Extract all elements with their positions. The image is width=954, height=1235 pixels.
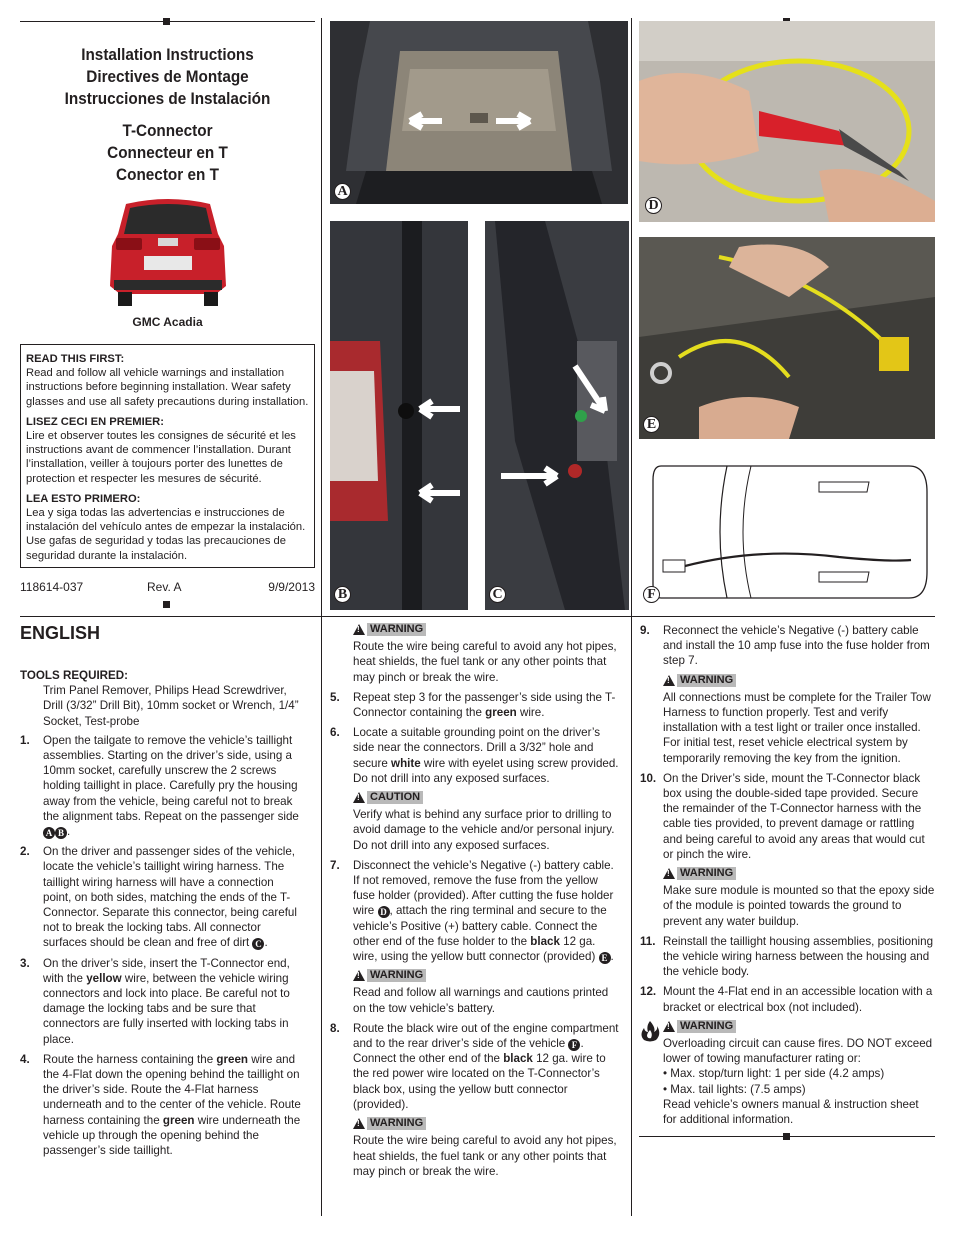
read-first-fr-heading: LISEZ CECI EN PREMIER:: [26, 415, 164, 428]
step-7-text-c: 12 ga. wire, using the yellow butt connector (provided): [353, 934, 596, 964]
step-6-wire-color: white: [391, 756, 421, 770]
warning-2: [330, 969, 622, 1016]
ref-d-icon: D: [378, 906, 390, 918]
step-8-text-b: . Connect the other end of the: [353, 1037, 584, 1066]
step-10-text: On the Driver’s side, mount the T-Connector black box using the double-sided tape provided. Secure the remainder of the T-Connector harness with the cable ties provided, to prevent damage or rattling and being careful to avoid any areas that would cut or pinch the wire.: [663, 771, 925, 861]
step-1-number: 1.: [20, 733, 30, 747]
step-2-number: 2.: [20, 845, 30, 859]
step-10: [640, 771, 935, 862]
mid-rule-marker: [163, 601, 170, 608]
step-11-number: 11.: [640, 934, 656, 948]
step-4-number: 4.: [20, 1052, 30, 1066]
step-4-wire-color-a: green: [216, 1052, 248, 1066]
warning-3-text: Route the wire being careful to avoid any hot pipes, heat shields, the fuel tank or any other points that may pinch or break the wire.: [353, 1134, 617, 1178]
step-4-text-c: wire underneath the vehicle up through the opening behind the passenger’s side taillight.: [43, 1113, 301, 1158]
warning-6: [640, 1020, 935, 1127]
warning-6-text-d: Read vehicle’s owners manual & instruction sheet for additional information.: [663, 1097, 919, 1127]
end-rule-marker: [783, 1133, 790, 1140]
vertical-rule-right: [631, 18, 632, 1216]
warning-label: WARNING: [367, 623, 426, 636]
photo-d-cutting-wire: [639, 21, 935, 222]
warning-icon: [663, 675, 675, 686]
step-9: [640, 623, 935, 669]
caution-1-text: Verify what is behind any surface prior to drilling to avoid damage to the vehicle and/or personal injury. Do not drill into any exposed surfaces.: [353, 808, 615, 852]
doc-date: 9/9/2013: [268, 580, 315, 594]
step-7-wire-color: black: [530, 934, 560, 948]
photo-c-label: C: [489, 586, 506, 603]
step-4: [20, 1052, 302, 1158]
warning-icon: [663, 868, 675, 879]
vehicle-photo: [104, 194, 232, 310]
warning-5-text: Make sure module is mounted so that the epoxy side of the module is pointed towards the ground to prevent any water buildup.: [663, 884, 935, 928]
step-7-text-a: Disconnect the vehicle’s Negative (-) battery cable. If not removed, remove the fuse from the yellow fuse holder (provided). After cutting the fuse holder wire: [353, 858, 614, 918]
warning-5: [640, 867, 935, 929]
title-en: Installation Instructions: [81, 45, 254, 64]
vehicle-caption: GMC Acadia: [132, 315, 203, 329]
step-3-text-a: On the driver’s side, insert the T-Connector end, with the: [43, 956, 290, 985]
photo-e-ring-terminal: [639, 237, 935, 439]
tools-heading: TOOLS REQUIRED:: [20, 669, 129, 682]
step-4-text-a: Route the harness containing the: [43, 1052, 214, 1066]
step-3-wire-color: yellow: [86, 971, 122, 985]
step-6-text-b: wire with eyelet using screw provided. Do not drill into any exposed surfaces.: [353, 756, 619, 785]
step-1-text: Open the tailgate to remove the vehicle’s taillight assemblies. Starting on the driver’s side, using a 10mm socket, carefully unscrew the 2 screws holding taillight in place. Carefully pry the housing away from the vehicle, being careful not to break the alignment tabs. Repeat on the passenger side: [43, 733, 299, 823]
mid-rule: [20, 616, 935, 617]
revision: Rev. A: [147, 580, 182, 594]
step-5-text-a: Repeat step 3 for the passenger’s side using the T-Connector containing the: [353, 690, 616, 720]
read-first-fr-text: Lire et observer toutes les consignes de sécurité et les instructions avant de commencer l’installation. Durant l’installation, veiller à toujours porter des lunettes de protection et respecter les mesures de sécurité.: [26, 430, 296, 485]
diagram-f-wire-routing: [639, 452, 935, 610]
step-11-text: Reinstall the taillight housing assemblies, positioning the vehicle wiring harness between the housing and the vehicle body.: [663, 934, 934, 979]
step-6: [330, 725, 622, 786]
photo-e-label: E: [643, 416, 660, 433]
photo-f-label: F: [643, 586, 660, 603]
step-12: [640, 984, 935, 1014]
warning-label: WARNING: [367, 1117, 426, 1130]
step-8: [330, 1021, 622, 1112]
step-8-number: 8.: [330, 1021, 340, 1035]
vertical-rule-left: [321, 18, 322, 1216]
column-1: [20, 668, 302, 1163]
warning-icon: [663, 1021, 675, 1032]
step-2: 2. On the driver and passenger sides of the vehicle, locate the vehicle’s taillight wiring harness. The taillight wiring harness will have a connection point, on both sides, matching the ends of the T-Connector. Separate this connector, being careful not to break the locking tabs. All connector surfaces should be clean and free of dirt C .: [20, 845, 297, 950]
step-3: [20, 956, 302, 1047]
warning-label: WARNING: [677, 674, 736, 687]
step-11: [640, 934, 935, 980]
step-6-number: 6.: [330, 726, 340, 740]
warning-icon: [353, 1118, 365, 1129]
step-4-wire-color-b: green: [162, 1113, 195, 1127]
warning-1-text: Route the wire being careful to avoid any hot pipes, heat shields, the fuel tank or any other points that may pinch or break the wire.: [353, 640, 617, 684]
photo-b-label: B: [334, 586, 351, 603]
warning-label: WARNING: [677, 1020, 736, 1033]
step-9-text: Reconnect the vehicle’s Negative (-) battery cable and install the 10 amp fuse into the fuse holder from step 7.: [663, 624, 930, 668]
caution-icon: [353, 792, 365, 803]
photo-a-cargo-area: [330, 21, 628, 204]
warning-icon: [353, 970, 365, 981]
step-4-text-b: wire and the 4-Flat down the opening behind the taillight on the driver’s side. Route the 4-Flat harness underneath and to the center of the vehicle. Route harness containing the: [43, 1052, 301, 1127]
step-8-wire-color: black: [503, 1052, 533, 1066]
read-first-en-text: Read and follow all vehicle warnings and installation instructions before beginning installation. Wear safety glasses and use all safety precautions during installation.: [26, 367, 309, 408]
step-8-text-c: 12 ga. wire to the red power wire located on the T-Connector’s black box, using the yellow butt connector (provided).: [353, 1052, 606, 1111]
warning-2-text: Read and follow all warnings and cautions printed on the tow vehicle’s battery.: [353, 986, 609, 1015]
photo-d-label: D: [645, 197, 662, 214]
read-first-box: [20, 344, 315, 568]
caution-label: CAUTION: [367, 791, 423, 804]
step-6-text-a: Locate a suitable grounding point on the driver’s side near the connectors. Drill a 3/32” hole and secure: [353, 726, 601, 770]
read-first-es-heading: LEA ESTO PRIMERO:: [26, 492, 141, 505]
read-first-es-text: Lea y siga todas las advertencias e instrucciones de instalación del vehículo antes de empezar la instalación. Use gafas de seguridad y todas las precauciones de seguridad durante la instalación.: [26, 507, 306, 562]
step-3-number: 3.: [20, 956, 30, 970]
warning-6-text-a: Overloading circuit can cause fires. DO NOT exceed lower of towing manufacturer rating or:: [663, 1037, 933, 1066]
warning-label: WARNING: [367, 969, 426, 982]
step-5-number: 5.: [330, 690, 340, 704]
warning-label: WARNING: [677, 867, 736, 880]
section-heading: ENGLISH: [20, 623, 101, 643]
warning-1: [330, 623, 622, 685]
step-5-text-b: wire.: [519, 706, 545, 720]
step-5-wire-color: green: [485, 706, 517, 720]
product-en: T-Connector: [122, 121, 213, 140]
title-fr: Directives de Montage: [86, 67, 249, 86]
product-es: Conector en T: [116, 165, 219, 184]
product-fr: Connecteur en T: [107, 143, 228, 162]
top-rule-marker: [163, 18, 170, 25]
step-1: 1. Open the tailgate to remove the vehicle’s taillight assemblies. Starting on the driver’s side, using a 10mm socket, carefully unscrew the 2 screws holding taillight in place. Carefully pry the housing away from the vehicle, being careful not to break the alignment tabs. Repeat on the passenger side A B .: [20, 733, 299, 839]
step-10-number: 10.: [640, 771, 657, 785]
caution-1: [330, 791, 622, 853]
column-2: [330, 623, 622, 1184]
warning-6-text-b: • Max. stop/turn light: 1 per side (4.2 amps): [663, 1067, 885, 1081]
fire-icon: [640, 1020, 660, 1042]
ref-a-icon: A: [43, 827, 55, 839]
warning-4: [640, 674, 935, 766]
read-first-en-heading: READ THIS FIRST:: [26, 353, 125, 365]
step-7-number: 7.: [330, 858, 340, 872]
step-7-text-b: , attach the ring terminal and secure to the vehicle’s Positive (+) battery cable. Connect the other end of the fuse holder to the: [353, 904, 607, 948]
step-5: [330, 690, 622, 720]
step-7: 7. Disconnect the vehicle’s Negative (-) battery cable. If not removed, remove the fuse from the yellow fuse holder (provided). After cutting the fuse holder wire D , attach the ring terminal and secure to the vehicle’s Positive (+) battery cable. Connect the other end of the fuse holder to the black 12 ga. wire, using the yellow butt connector (provided) E .: [330, 858, 614, 964]
step-8-text-a: Route the black wire out of the engine compartment and to the rear driver’s side of the vehicle: [353, 1021, 619, 1051]
ref-b-icon: B: [55, 827, 67, 839]
photo-a-label: A: [334, 183, 351, 200]
step-12-number: 12.: [640, 985, 657, 999]
step-2-text: On the driver and passenger sides of the vehicle, locate the vehicle’s taillight wiring harness. The taillight wiring harness will have a connection point, on both sides, matching the ends of the T-Connector. Separate this connector, being careful not to break the locking tabs. All connector surfaces should be clean and free of dirt: [43, 845, 297, 950]
ref-f-icon: F: [568, 1039, 580, 1051]
step-3-text-b: wire, between the vehicle wiring connectors and lock into place. Be careful not to damage the locking tabs and be sure that connectors are fully inserted with locking tabs in place.: [43, 971, 290, 1046]
product-block: [35, 120, 301, 186]
warning-4-text: All connections must be complete for the Trailer Tow Harness to function properly. Test and verify installation with a test light or trailer once installed. For initial test, reset vehicle electrical system by temporarily removing the key from the ignition.: [663, 690, 931, 765]
part-number: 118614-037: [20, 580, 84, 594]
warning-3: [330, 1117, 622, 1179]
step-12-text: Mount the 4-Flat end in an accessible location with a bracket or electrical box (not included).: [663, 985, 933, 1014]
warning-6-text-c: • Max. tail lights: (7.5 amps): [663, 1082, 806, 1096]
photo-c-wiring-connector: [485, 221, 629, 610]
warning-icon: [353, 624, 365, 635]
ref-e-icon: E: [599, 952, 611, 964]
title-block: [35, 44, 301, 110]
photo-b-taillight-opening: [330, 221, 468, 610]
tools-text: Trim Panel Remover, Philips Head Screwdriver, Drill (3/32” Drill Bit), 10mm socket or Wrench, 1/4” Socket, Test-probe: [43, 684, 299, 728]
column-3: [640, 623, 935, 1132]
ref-c-icon: C: [252, 938, 264, 950]
step-9-number: 9.: [640, 624, 650, 637]
title-es: Instrucciones de Instalación: [64, 89, 271, 108]
